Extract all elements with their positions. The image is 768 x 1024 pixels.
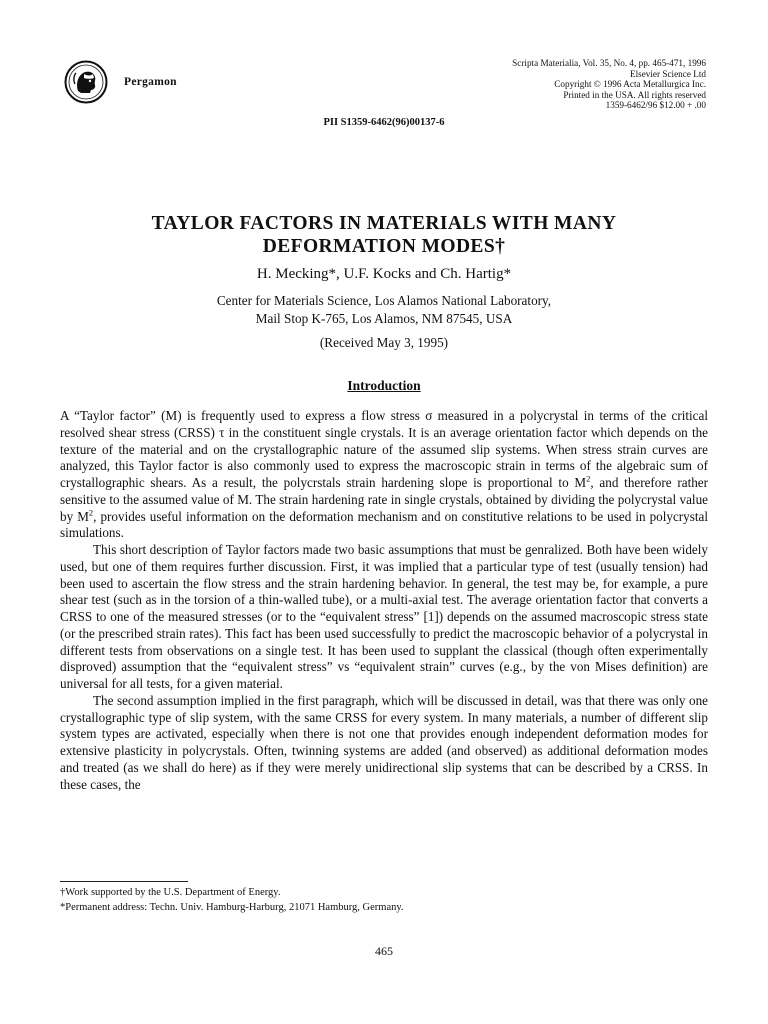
body-text <box>60 408 708 793</box>
superscript: 2 <box>88 507 94 518</box>
paragraph: The second assumption implied in the first paragraph, which will be discussed in detail, was that there was only one crystallographic type of slip system, with the same CRSS for every system. In many materials, a number of different slip system types are activated, especially when there is not one that provides enough independent deformation modes for extensive plasticity in polycrystals. Often, twinning systems are added (and observed) as additional deformation modes and treated (as we shall do here) as if they were merely unidirectional slip systems that can be described by a CRSS. In these cases, the <box>60 692 708 792</box>
journal-line: Printed in the USA. All rights reserved <box>563 89 706 100</box>
footnote-divider <box>60 881 188 882</box>
text-run: , and therefore rather sensitive to the assumed value of M. The strain hardening rate in single crystals, obtained by dividing the polycrystal value by M <box>60 475 708 524</box>
journal-line: 1359-6462/96 $12.00 + .00 <box>605 100 706 111</box>
footnote: *Permanent address: Techn. Univ. Hamburg-Harburg, 21071 Hamburg, Germany. <box>60 902 404 913</box>
journal-line: Copyright © 1996 Acta Metallurgica Inc. <box>554 79 706 90</box>
title-line: DEFORMATION MODES† <box>262 236 506 257</box>
affiliation-line: Center for Materials Science, Los Alamos National Laboratory, <box>216 293 552 308</box>
journal-citation-block <box>386 58 706 111</box>
article-title <box>60 212 708 258</box>
title-line: TAYLOR FACTORS IN MATERIALS WITH MANY <box>151 213 617 234</box>
journal-line: Elsevier Science Ltd <box>629 68 706 79</box>
footnotes <box>60 885 708 915</box>
page-number: 465 <box>375 944 393 958</box>
section-heading: Introduction <box>347 378 421 393</box>
journal-line: Scripta Materialia, Vol. 35, No. 4, pp. 465-471, 1996 <box>512 58 706 68</box>
footnote: †Work supported by the U.S. Department of Energy. <box>60 887 281 898</box>
publisher-name: Pergamon <box>124 76 177 88</box>
pergamon-medallion-icon <box>64 60 108 104</box>
affiliation-line: Mail Stop K-765, Los Alamos, NM 87545, USA <box>255 311 513 326</box>
affiliation <box>60 292 708 328</box>
superscript: 2 <box>586 473 591 484</box>
received-date: (Received May 3, 1995) <box>319 335 449 350</box>
paragraph: This short description of Taylor factors made two basic assumptions that must be genralized. Both have been widely used, but one of them requires further discussion. First, it was implied that a particular type of test (usually tension) had been used to ascertain the flow stress and the strain hardening behavior. In general, the test may be, for example, a pure shear test (such as in the torsion of a thin-walled tube), or a multi-axial test. The average orientation factor that converts a CRSS to one of the measured stresses (or to the “equivalent stress” [1]) depends on the assumed macroscopic stress state (or the prescribed strain rates). This fact has been used successfully to predict the macroscopic behavior of a polycrystal in different tests from observations on a single test. It has been used to supplant the classical (though often experimentally disproved) assumption that the “equivalent stress” vs “equivalent strain” curves (e.g., by the von Mises definition) are universal for all tests, for a given material. <box>60 542 708 691</box>
text-run: A “Taylor factor” (M) is frequently used to express a flow stress σ measured in a polycrystal in terms of the critical resolved shear stress (CRSS) τ in the constituent single crystals. It is an average orientation factor which depends on the texture of the material and on the crystallographic nature of the assumed slip systems. When stress strain curves are analyzed, this Taylor factor is also commonly used to express the macroscopic strain in terms of the algebraic sum of crystallographic shears. As a result, the polycrstals strain hardening slope is proportional to M <box>60 408 708 490</box>
paragraph <box>60 408 708 542</box>
pii-identifier: PII S1359-6462(96)00137-6 <box>323 117 445 128</box>
author-list: H. Mecking*, U.F. Kocks and Ch. Hartig* <box>256 266 512 282</box>
text-run: , provides useful information on the deformation mechanism and on constitutive relations to be used in polycrystal simulations. <box>60 508 708 541</box>
